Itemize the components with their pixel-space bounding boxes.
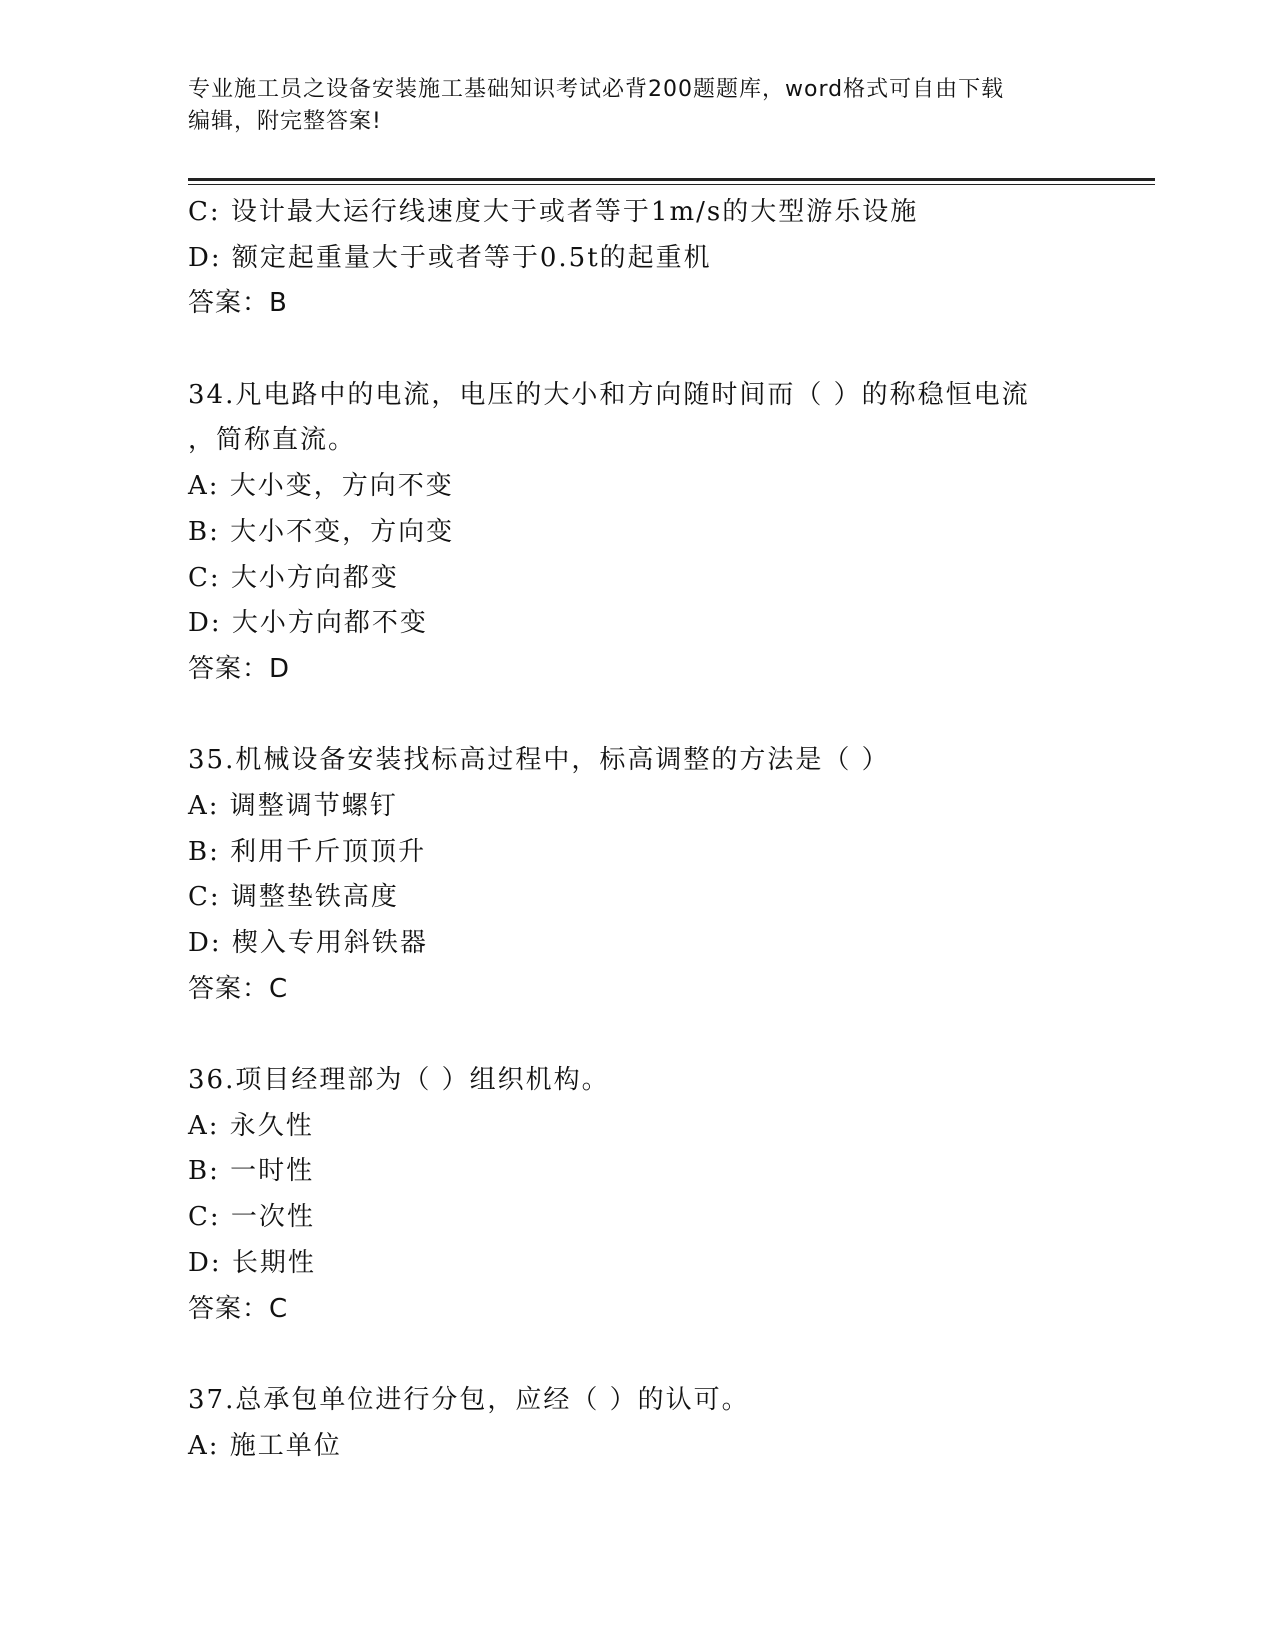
spacer	[188, 1332, 1148, 1378]
option-a: A: 大小变，方向不变	[188, 471, 454, 502]
spacer	[188, 693, 1148, 739]
header-title-line-1: 专业施工员之设备安装施工基础知识考试必背200题题库，word格式可自由下载	[188, 77, 1005, 102]
answer-line: 答案：C	[188, 973, 289, 1004]
option-c: C: 设计最大运行线速度大于或者等于1m/s的大型游乐设施	[188, 197, 919, 227]
option-d: D: 大小方向都不变	[188, 608, 428, 639]
option-a: A: 永久性	[188, 1110, 314, 1141]
option-b: B: 一时性	[188, 1156, 315, 1187]
header-title-line-2: 编辑，附完整答案!	[188, 109, 382, 134]
answer-line: 答案：B	[188, 288, 288, 319]
option-c: C: 一次性	[188, 1202, 315, 1233]
option-b: B: 利用千斤顶顶升	[188, 836, 427, 867]
option-b: B: 大小不变，方向变	[188, 516, 455, 547]
question-stem: 36.项目经理部为（ ）组织机构。	[188, 1065, 610, 1096]
spacer	[188, 1012, 1148, 1058]
option-c: C: 大小方向都变	[188, 562, 399, 593]
option-a: A: 调整调节螺钉	[188, 790, 398, 821]
option-d: D: 长期性	[188, 1247, 316, 1278]
answer-line: 答案：C	[188, 1293, 289, 1324]
question-stem-continued: ，简称直流。	[188, 425, 357, 456]
question-stem: 34.凡电路中的电流，电压的大小和方向随时间而（ ）的称稳恒电流	[188, 379, 1030, 410]
document-header	[188, 74, 1088, 138]
question-stem: 35.机械设备安装找标高过程中，标高调整的方法是（ ）	[188, 745, 890, 776]
option-a: A: 施工单位	[188, 1430, 342, 1461]
question-list	[188, 190, 1148, 1469]
spacer	[188, 327, 1148, 373]
header-divider-thick	[188, 178, 1155, 181]
option-c: C: 调整垫铁高度	[188, 882, 399, 913]
question-stem: 37.总承包单位进行分包，应经（ ）的认可。	[188, 1384, 750, 1415]
answer-line: 答案：D	[188, 653, 291, 684]
option-d: D: 额定起重量大于或者等于0.5t的起重机	[188, 242, 712, 273]
option-d: D: 楔入专用斜铁器	[188, 928, 428, 958]
header-divider-thin	[188, 184, 1155, 185]
